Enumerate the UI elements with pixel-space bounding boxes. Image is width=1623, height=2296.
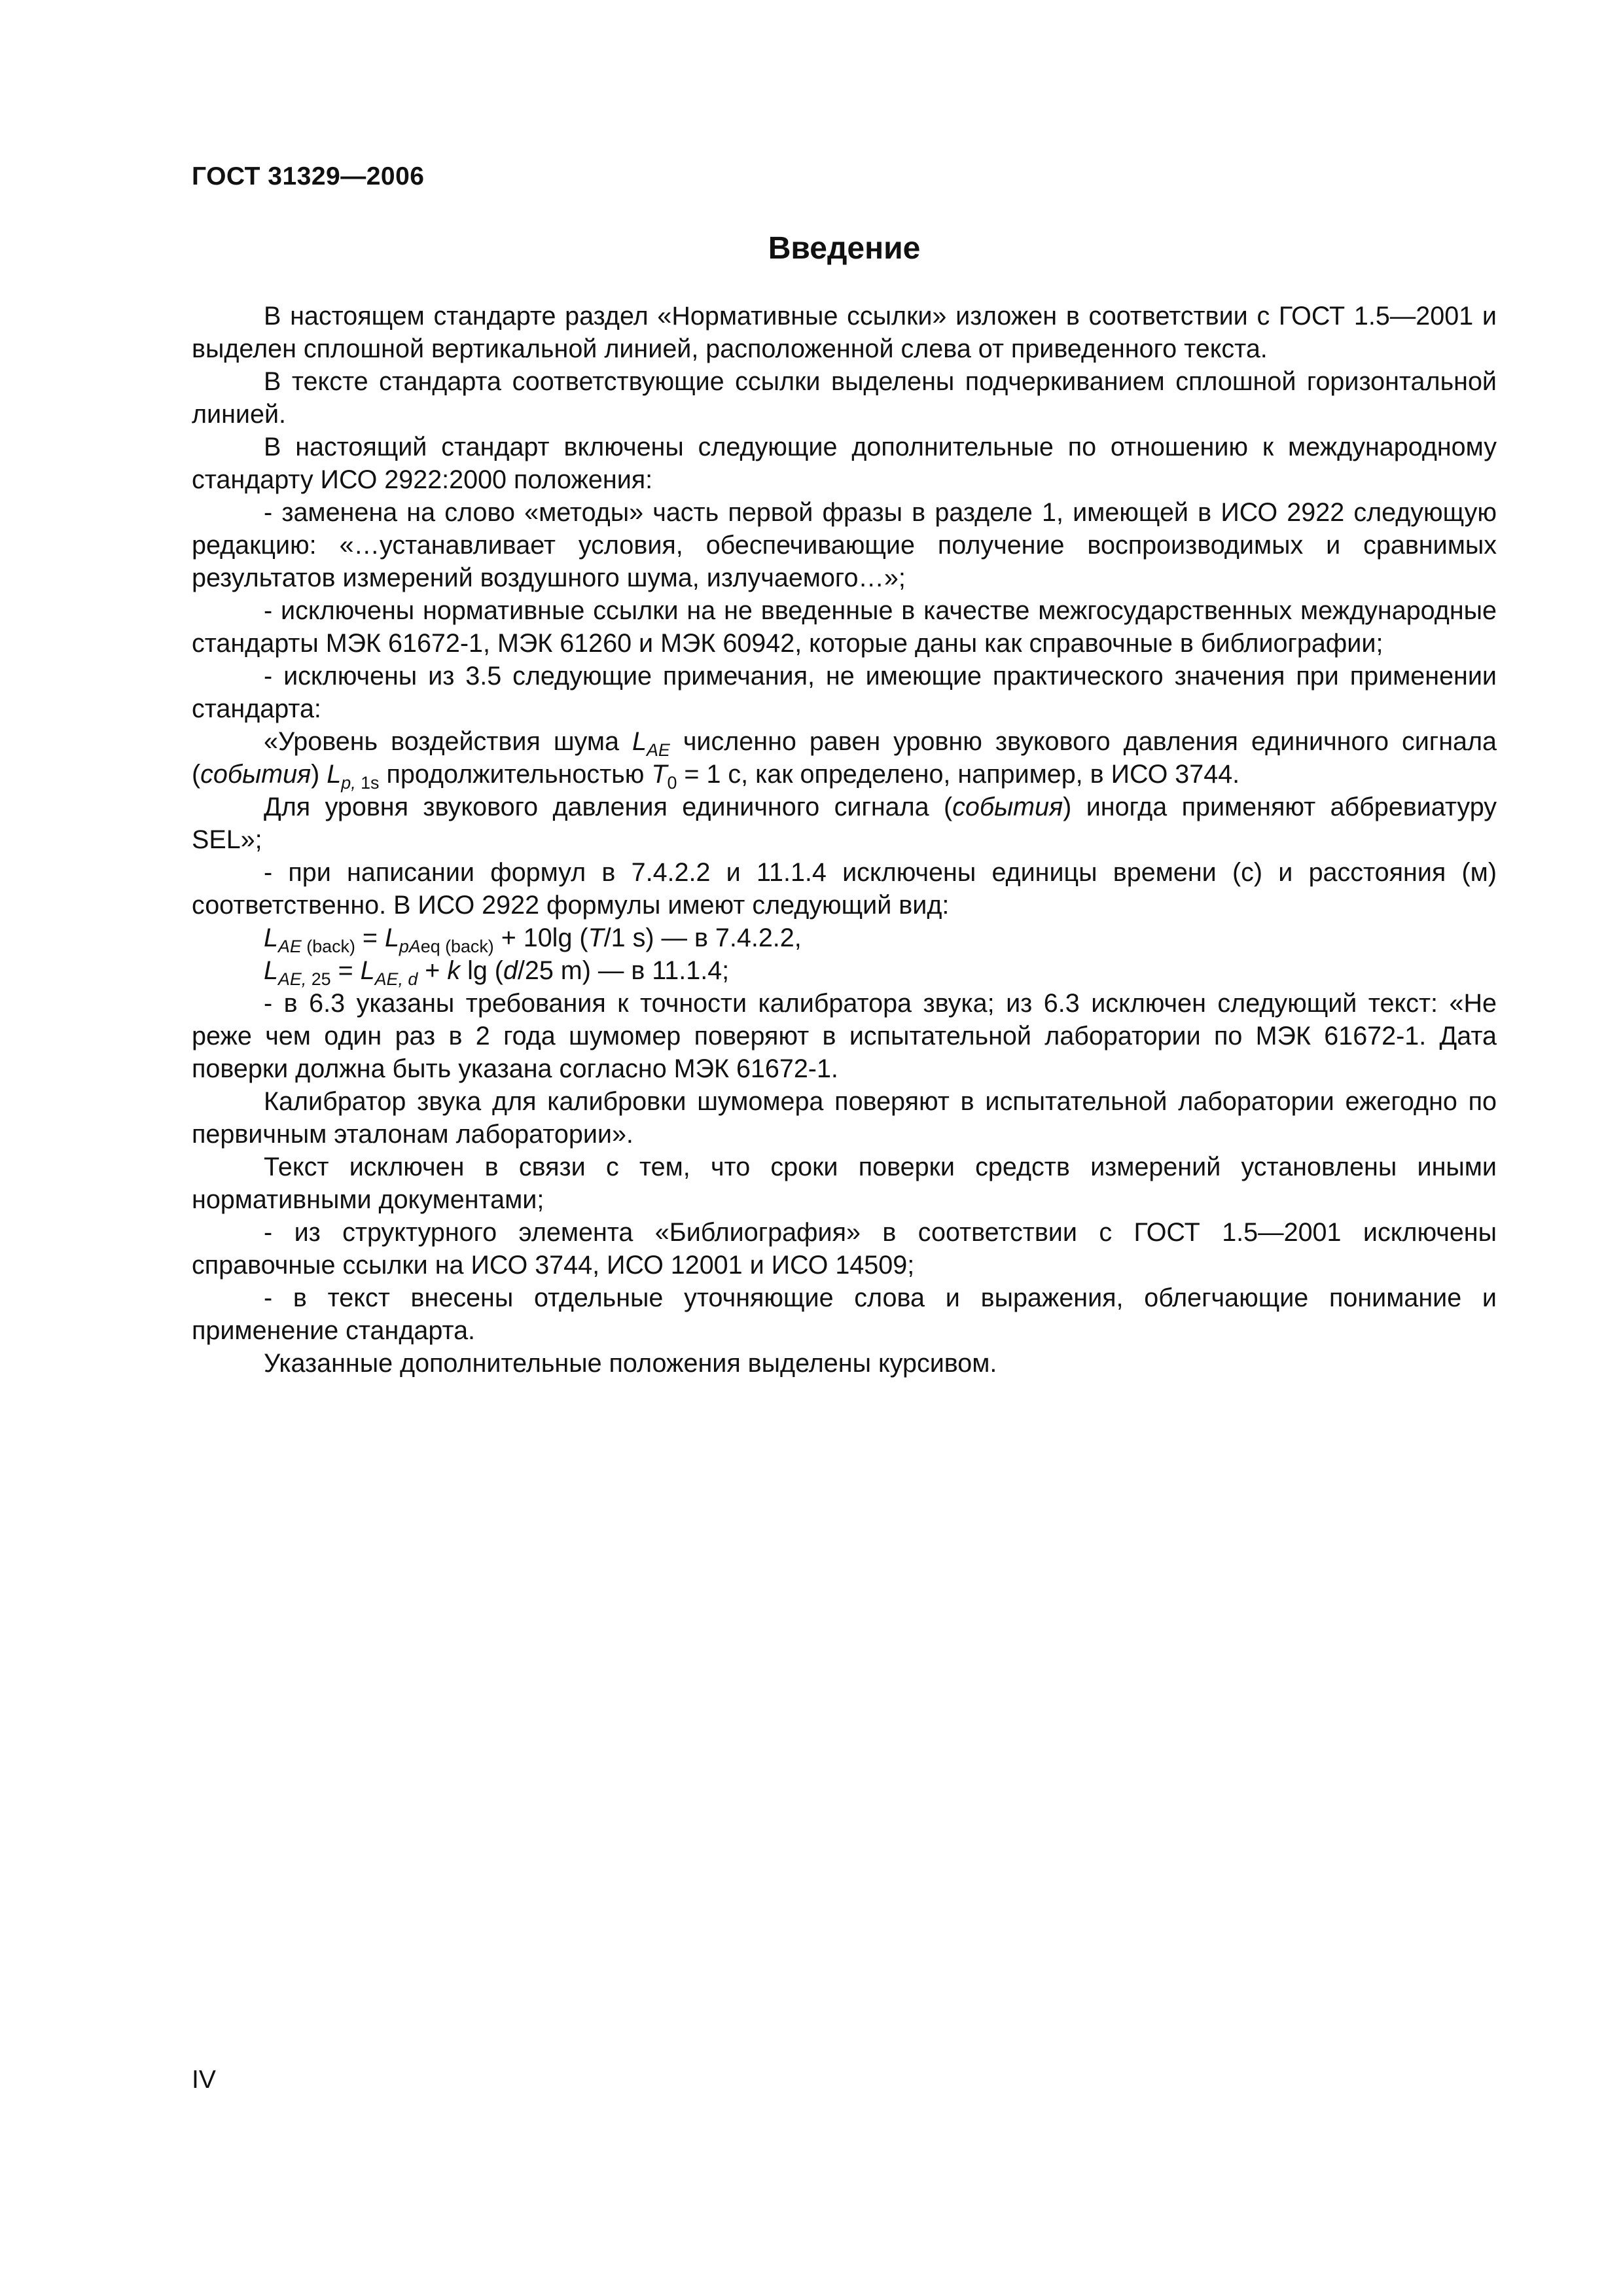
paragraph: В настоящий стандарт включены следующие дополнительные по отношению к международному стандарту ИСО 2922:2000 положения: — [192, 433, 1497, 494]
page-title: Введение — [768, 231, 921, 266]
paragraph: В настоящем стандарте раздел «Нормативные ссылки» изложен в соответствии с ГОСТ 1.5—2001 и выделен сплошной вертикальной линией, расположенной слева от приведенного текста. — [192, 302, 1497, 363]
list-item: - заменена на слово «методы» часть первой фразы в разделе 1, имеющей в ИСО 2922 следующую редакцию: «…устанавливает условия, обеспечивающие получение воспроизводимых и сравнимых результатов измерений воздушного шума, излучаемого…»; — [192, 498, 1497, 592]
excluded-note: Для уровня звукового давления единичного сигнала (события) иногда применяют аббревиатуру SEL»; — [192, 793, 1497, 854]
document-body — [192, 300, 1497, 1380]
list-item: - в текст внесены отдельные уточняющие слова и выражения, облегчающие понимание и применение стандарта. — [192, 1283, 1497, 1345]
paragraph: Калибратор звука для калибровки шумомера поверяют в испытательной лаборатории ежегодно по первичным эталонам лаборатории». — [192, 1087, 1497, 1149]
formula-7-4-2-2: $L_{AE (back)} = L_{pAeq (back)} + 10\lg$ (T/1 s) — в 7.4.2.2, — [264, 924, 802, 956]
paragraph: Указанные дополнительные положения выделены курсивом. — [264, 1349, 997, 1378]
document-header: ГОСТ 31329—2006 — [192, 162, 425, 190]
list-item: - исключены из 3.5 следующие примечания, не имеющие практического значения при применении стандарта: — [192, 662, 1497, 723]
page-number: IV — [192, 2066, 216, 2094]
list-item: - исключены нормативные ссылки на не введенные в качестве межгосударственных международные стандарты МЭК 61672-1, МЭК 61260 и МЭК 60942, которые даны как справочные в библиографии; — [192, 596, 1497, 658]
list-item: - из структурного элемента «Библиография» в соответствии с ГОСТ 1.5—2001 исключены справочные ссылки на ИСО 3744, ИСО 12001 и ИСО 14509; — [192, 1218, 1497, 1280]
paragraph: В тексте стандарта соответствующие ссылки выделены подчеркиванием сплошной горизонтальной линией. — [192, 367, 1497, 429]
list-item: - при написании формул в 7.4.2.2 и 11.1.4 исключены единицы времени (с) и расстояния (м) соответственно. В ИСО 2922 формулы имеют следующий вид: — [192, 858, 1497, 920]
list-item: - в 6.3 указаны требования к точности калибратора звука; из 6.3 исключен следующий текст: «Не реже чем один раз в 2 года шумомер поверяют в испытательной лаборатории по МЭК 61672-1. Дата поверки должна быть указана согласно МЭК 61672-1. — [192, 989, 1497, 1083]
formula-11-1-4: $L_{AE, 25} = L_{AE, d} + k$ lg (d/25 m) — в 11.1.4; — [264, 956, 730, 989]
excluded-note: «Уровень воздействия шума $L_{AE}$ численно равен уровню звукового давления единичного сигнала (события) $L_{p, 1s}$ продолжительностью $T_0 = 1$ с, как определено, например, в ИСО 3744. — [192, 727, 1497, 793]
paragraph: Текст исключен в связи с тем, что сроки поверки средств измерений установлены иными нормативными документами; — [192, 1153, 1497, 1214]
